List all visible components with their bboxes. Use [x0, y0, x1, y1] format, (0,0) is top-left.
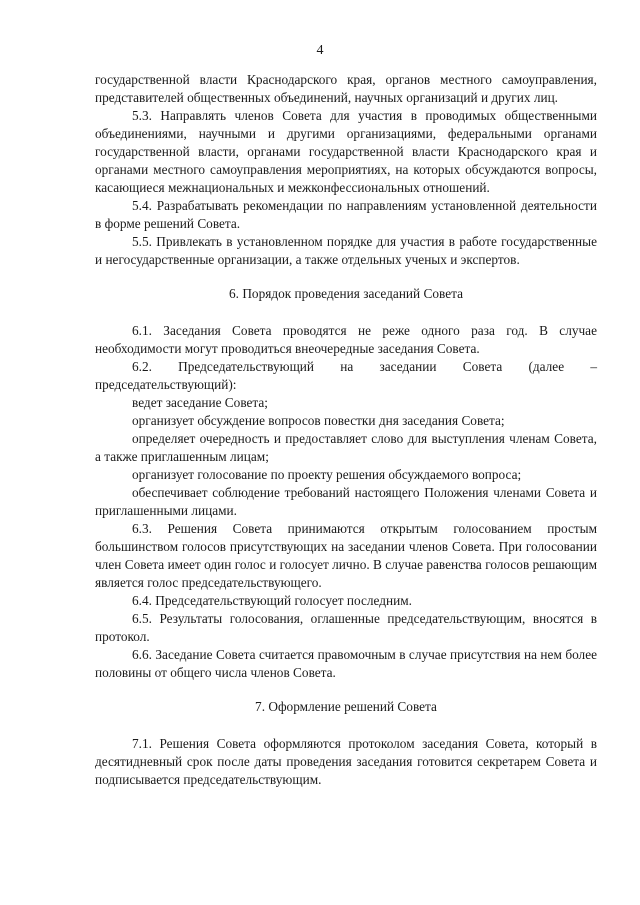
list-item: организует обсуждение вопросов повестки дня заседания Совета;: [132, 413, 505, 428]
paragraph-6-3: 6.3. Решения Совета принимаются открытым голосованием простым большинством голосов присутствующих на заседании членов Совета. При голосовании член Совета имеет один голос и голосует лично. В случае равенства голосов решающим является голос председательствующего.: [95, 521, 597, 590]
list-item: обеспечивает соблюдение требований настоящего Положения членами Совета и приглашенными лицами.: [95, 485, 597, 518]
section-heading-7: 7. Оформление решений Совета: [255, 699, 437, 714]
paragraph-7-1: 7.1. Решения Совета оформляются протоколом заседания Совета, который в десятидневный срок после даты проведения заседания готовится секретарем Совета и подписывается председательствующим.: [95, 736, 597, 787]
paragraph-5-3: 5.3. Направлять членов Совета для участия в проводимых общественными объединениями, научными и другими организациями, федеральными органами государственной власти, органами государственной власти Краснодарского края и органами местного самоуправления мероприятиях, на которых обсуждаются вопросы, касающиеся межнациональных и межконфессиональных отношений.: [95, 108, 597, 195]
paragraph-6-4: 6.4. Председательствующий голосует последним.: [132, 593, 412, 608]
section-heading-6: 6. Порядок проведения заседаний Совета: [229, 286, 463, 301]
paragraph-5-5: 5.5. Привлекать в установленном порядке для участия в работе государственные и негосударственные организации, а также отдельных ученых и экспертов.: [95, 234, 597, 267]
paragraph-6-6: 6.6. Заседание Совета считается правомочным в случае присутствия на нем более половины от общего числа членов Совета.: [95, 647, 597, 680]
paragraph-6-1: 6.1. Заседания Совета проводятся не реже одного раза год. В случае необходимости могут проводиться внеочередные заседания Совета.: [95, 323, 597, 356]
list-item: организует голосование по проекту решения обсуждаемого вопроса;: [132, 467, 522, 482]
list-item: ведет заседание Совета;: [132, 395, 268, 410]
page-number: 4: [316, 43, 324, 58]
paragraph-continuation: государственной власти Краснодарского края, органов местного самоуправления, представителей общественных объединений, научных организаций и других лиц.: [95, 72, 597, 105]
document-body: [95, 71, 597, 789]
paragraph-6-5: 6.5. Результаты голосования, оглашенные председательствующим, вносятся в протокол.: [95, 611, 597, 644]
list-item: определяет очередность и предоставляет слово для выступления членам Совета, а также приглашенным лицам;: [95, 431, 597, 464]
paragraph-6-2: 6.2. Председательствующий на заседании Совета (далее – председательствующий):: [95, 359, 597, 392]
paragraph-5-4: 5.4. Разрабатывать рекомендации по направлениям установленной деятельности в форме решений Совета.: [95, 198, 597, 231]
